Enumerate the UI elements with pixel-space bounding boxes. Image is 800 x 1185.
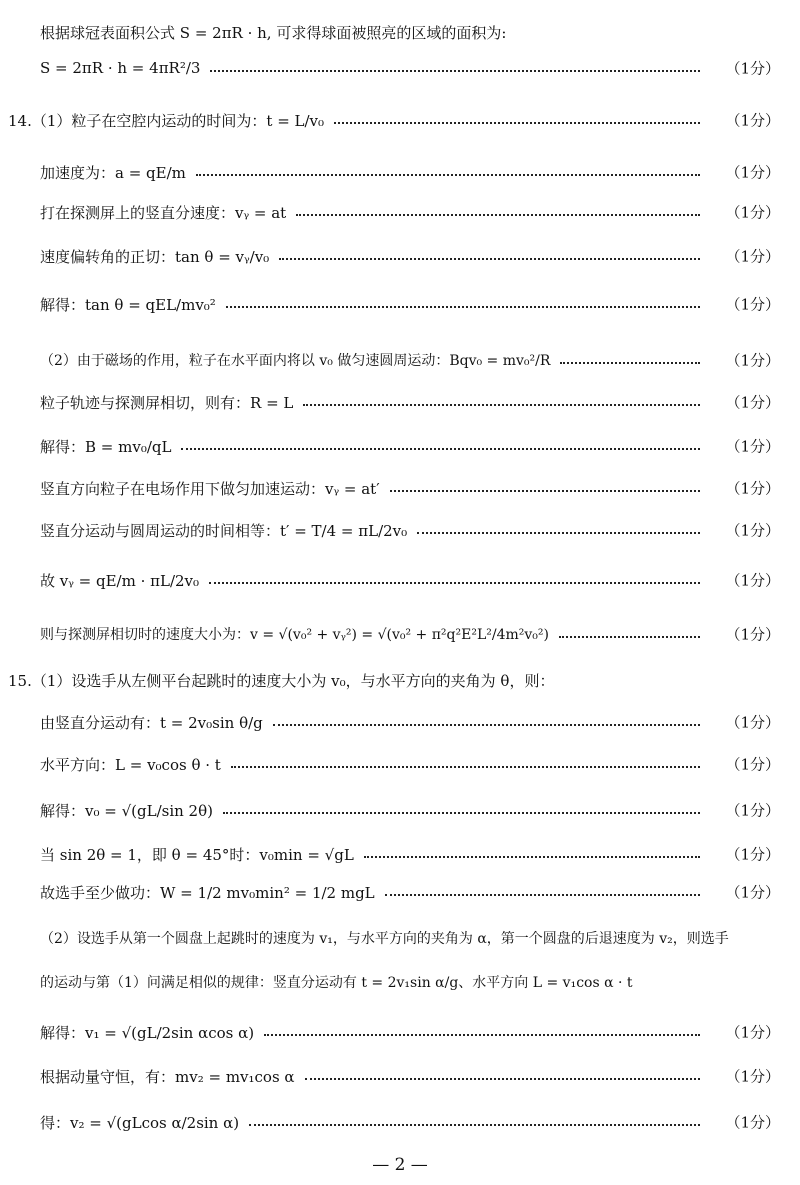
line-text: 竖直方向粒子在电场作用下做匀加速运动：vᵧ = at′ xyxy=(40,479,380,498)
line-text: 故 vᵧ = qE/m · πL/2v₀ xyxy=(40,571,200,590)
line-text: 根据球冠表面积公式 S = 2πR · h, 可求得球面被照亮的区域的面积为: xyxy=(40,23,507,42)
formula-line xyxy=(0,100,800,140)
line-text: S = 2πR · h = 4πR²/3 xyxy=(40,59,201,77)
page-number: — 2 — xyxy=(372,1155,428,1175)
formula-line xyxy=(0,834,800,874)
line-text: 当 sin 2θ = 1，即 θ = 45°时：v₀min = √gL xyxy=(40,845,354,864)
formula-line xyxy=(0,1102,800,1142)
score: （1分） xyxy=(725,479,780,498)
leader-dots xyxy=(560,362,700,364)
line-text: 打在探测屏上的竖直分速度：vᵧ = at xyxy=(40,203,287,222)
line-text: 竖直分运动与圆周运动的时间相等：t′ = T/4 = πL/2v₀ xyxy=(40,521,408,540)
leader-dots xyxy=(210,70,700,72)
score: （1分） xyxy=(725,393,780,412)
score: （1分） xyxy=(725,163,780,182)
score: （1分） xyxy=(725,571,780,590)
formula-line xyxy=(0,614,800,654)
text-line xyxy=(0,918,800,958)
formula-line xyxy=(0,510,800,550)
line-text: 由竖直分运动有：t = 2v₀sin θ/g xyxy=(40,713,263,732)
formula-line xyxy=(0,872,800,912)
line-text: （2）由于磁场的作用，粒子在水平面内将以 v₀ 做匀速圆周运动：Bqv₀ = mv₀²/R xyxy=(40,353,551,369)
formula-line xyxy=(0,192,800,232)
score: （1分） xyxy=(725,351,780,370)
leader-dots xyxy=(279,258,700,260)
line-text: 水平方向：L = v₀cos θ · t xyxy=(40,755,221,774)
text-line xyxy=(0,962,800,1002)
score: （1分） xyxy=(725,801,780,820)
line-text: 解得：tan θ = qEL/mv₀² xyxy=(40,295,216,314)
line-text: 解得：B = mv₀/qL xyxy=(40,437,172,456)
line-text: 14.（1）粒子在空腔内运动的时间为：t = L/v₀ xyxy=(8,111,325,130)
formula-line xyxy=(0,1012,800,1052)
formula-line xyxy=(0,560,800,600)
score: （1分） xyxy=(725,111,780,130)
formula-line xyxy=(0,702,800,742)
leader-dots xyxy=(226,306,700,308)
score: （1分） xyxy=(725,1067,780,1086)
text-line xyxy=(0,12,800,52)
leader-dots xyxy=(264,1034,700,1036)
line-text: 故选手至少做功：W = 1/2 mv₀min² = 1/2 mgL xyxy=(40,883,375,902)
score: （1分） xyxy=(725,247,780,266)
leader-dots xyxy=(305,1078,700,1080)
leader-dots xyxy=(181,448,700,450)
formula-line xyxy=(0,236,800,276)
score: （1分） xyxy=(725,521,780,540)
line-text: 解得：v₁ = √(gL/2sin αcos α) xyxy=(40,1023,255,1042)
formula-line xyxy=(0,284,800,324)
formula-line xyxy=(0,744,800,784)
score: （1分） xyxy=(725,59,780,78)
score: （1分） xyxy=(725,625,780,644)
leader-dots xyxy=(559,636,700,638)
leader-dots xyxy=(249,1124,700,1126)
formula-line xyxy=(0,48,800,88)
leader-dots xyxy=(273,724,700,726)
formula-line xyxy=(0,468,800,508)
score: （1分） xyxy=(725,295,780,314)
line-text: 加速度为：a = qE/m xyxy=(40,163,186,182)
line-text: 的运动与第（1）问满足相似的规律：竖直分运动有 t = 2v₁sin α/g、水平方向 L = v₁cos α · t xyxy=(40,975,633,991)
score: （1分） xyxy=(725,883,780,902)
leader-dots xyxy=(364,856,700,858)
formula-line xyxy=(0,426,800,466)
leader-dots xyxy=(303,404,700,406)
leader-dots xyxy=(334,122,700,124)
line-text: 得：v₂ = √(gLcos α/2sin α) xyxy=(40,1113,240,1132)
text-line xyxy=(0,660,800,700)
score: （1分） xyxy=(725,203,780,222)
leader-dots xyxy=(385,894,700,896)
line-text: 解得：v₀ = √(gL/sin 2θ) xyxy=(40,801,213,820)
leader-dots xyxy=(196,174,700,176)
leader-dots xyxy=(296,214,700,216)
score: （1分） xyxy=(725,1023,780,1042)
line-text: 15.（1）设选手从左侧平台起跳时的速度大小为 v₀，与水平方向的夹角为 θ，则： xyxy=(8,671,555,690)
formula-line xyxy=(0,1056,800,1096)
leader-dots xyxy=(417,532,700,534)
leader-dots xyxy=(223,812,700,814)
formula-line xyxy=(0,790,800,830)
leader-dots xyxy=(390,490,700,492)
formula-line xyxy=(0,152,800,192)
score: （1分） xyxy=(725,845,780,864)
line-text: 则与探测屏相切时的速度大小为：v = √(v₀² + vᵧ²) = √(v₀² + π²q²E²L²/4m²v₀²) xyxy=(40,627,549,643)
line-text: （2）设选手从第一个圆盘上起跳时的速度为 v₁，与水平方向的夹角为 α，第一个圆盘的后退速度为 v₂，则选手 xyxy=(40,931,729,947)
leader-dots xyxy=(231,766,700,768)
score: （1分） xyxy=(725,437,780,456)
leader-dots xyxy=(209,582,700,584)
formula-line xyxy=(0,382,800,422)
score: （1分） xyxy=(725,755,780,774)
formula-line xyxy=(0,340,800,380)
line-text: 根据动量守恒，有：mv₂ = mv₁cos α xyxy=(40,1067,295,1086)
score: （1分） xyxy=(725,713,780,732)
score: （1分） xyxy=(725,1113,780,1132)
line-text: 速度偏转角的正切：tan θ = vᵧ/v₀ xyxy=(40,247,270,266)
line-text: 粒子轨迹与探测屏相切，则有：R = L xyxy=(40,393,294,412)
